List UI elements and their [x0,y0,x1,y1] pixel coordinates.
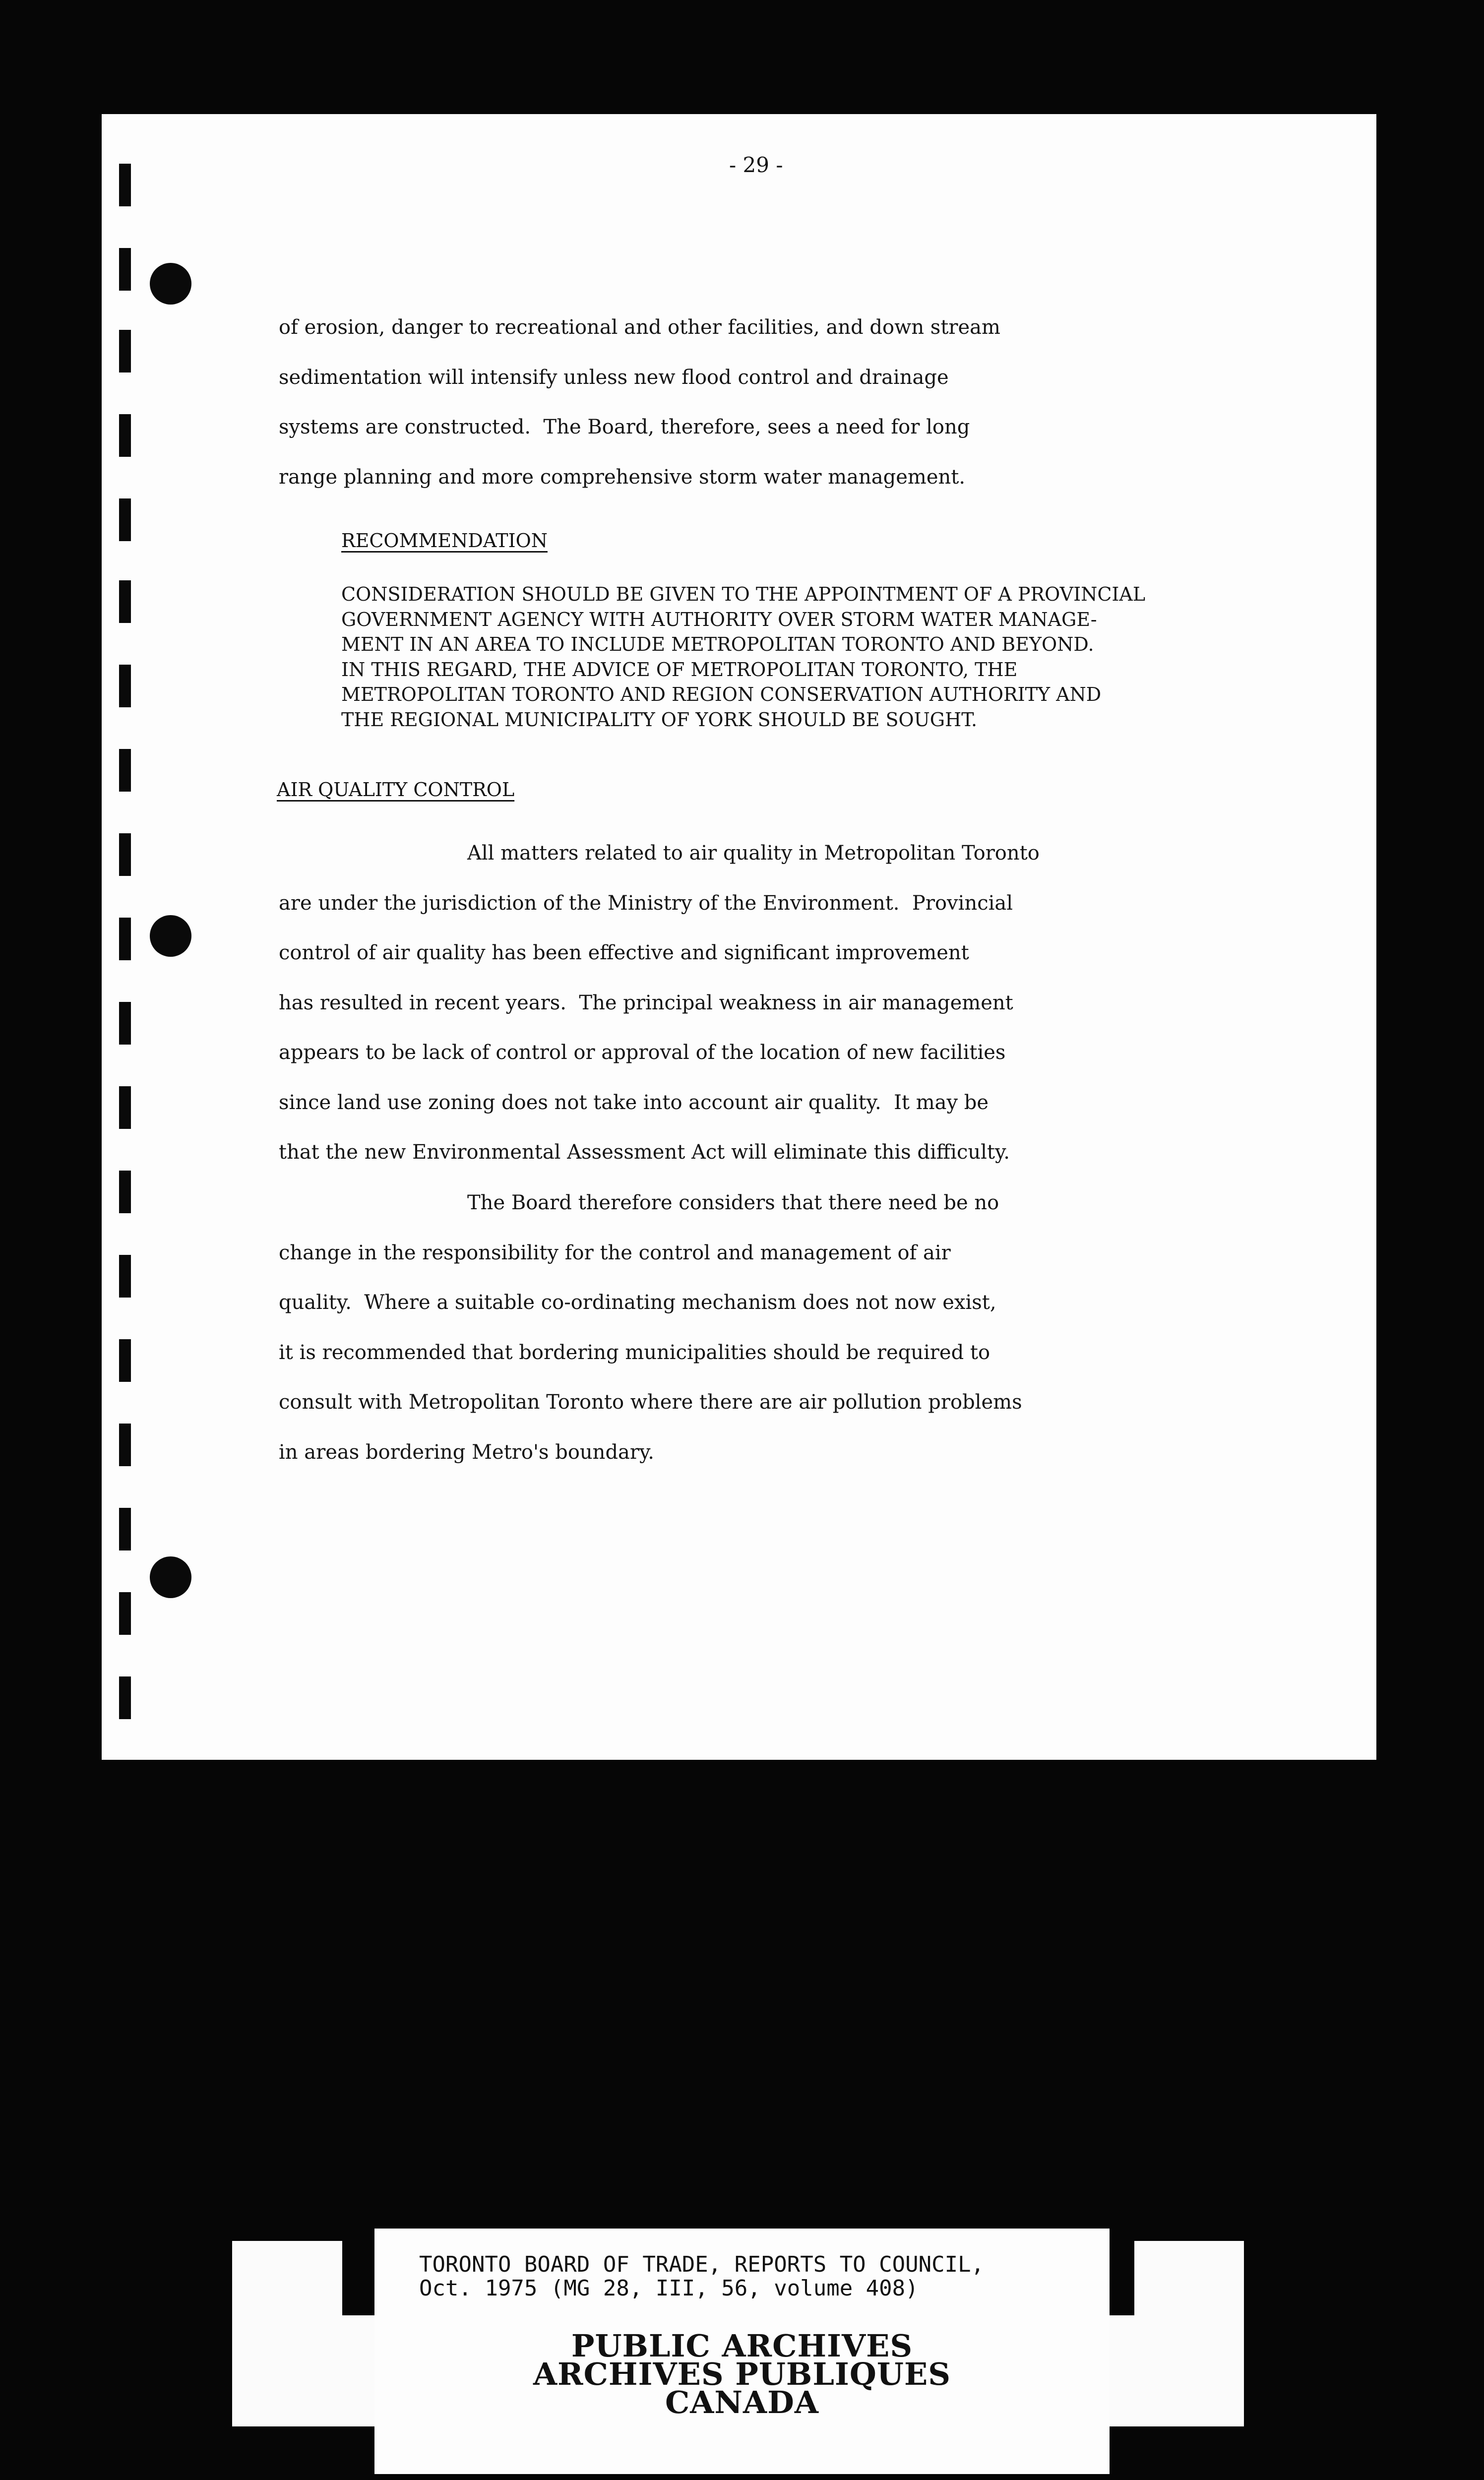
text-line: in areas bordering Metro's boundary. [279,1440,655,1464]
text-line: consult with Metropolitan Toronto where there are air pollution problems [279,1391,1022,1414]
margin-mark [119,665,131,707]
text-line: of erosion, danger to recreational and other facilities, and down stream [279,316,1000,339]
text-line: GOVERNMENT AGENCY WITH AUTHORITY OVER STORM WATER MANAGE- [341,608,1097,630]
punch-hole [150,915,191,957]
source-citation-line: TORONTO BOARD OF TRADE, REPORTS TO COUNCIL, [419,2252,985,2277]
margin-mark [119,330,131,372]
text-line: CONSIDERATION SHOULD BE GIVEN TO THE APPOINTMENT OF A PROVINCIAL [341,583,1146,605]
text-line: range planning and more comprehensive storm water management. [279,465,966,489]
section-heading: AIR QUALITY CONTROL [277,779,515,801]
intro-paragraph [279,303,1266,502]
margin-mark [119,1508,131,1550]
text-line: IN THIS REGARD, THE ADVICE OF METROPOLITAN TORONTO, THE [341,658,1018,681]
text-line: MENT IN AN AREA TO INCLUDE METROPOLITAN TORONTO AND BEYOND. [341,633,1094,655]
margin-mark [119,580,131,623]
text-line: that the new Environmental Assessment Act will eliminate this difficulty. [279,1141,1010,1164]
margin-mark [119,1255,131,1298]
text-line: change in the responsibility for the control and management of air [279,1241,951,1264]
margin-mark [119,248,131,291]
text-line: since land use zoning does not take into account air quality. It may be [279,1091,989,1114]
punch-hole [150,263,191,305]
text-line: control of air quality has been effective and significant improvement [279,941,969,964]
margin-mark [119,498,131,541]
text-line: systems are constructed. The Board, therefore, sees a need for long [279,416,970,438]
margin-mark [119,1424,131,1466]
text-line: The Board therefore considers that there need be no [467,1191,999,1214]
margin-mark [119,1002,131,1045]
margin-mark [119,918,131,960]
margin-mark [119,164,131,206]
text-line: All matters related to air quality in Metropolitan Toronto [467,842,1040,865]
page-number: - 29 - [729,153,783,177]
document-page [102,114,1376,1760]
text-line: METROPOLITAN TORONTO AND REGION CONSERVATION AUTHORITY AND [341,683,1102,705]
margin-mark [119,1676,131,1719]
margin-mark [119,414,131,457]
margin-mark [119,1339,131,1382]
air-quality-paragraph-2 [279,1178,1266,1477]
text-line: sedimentation will intensify unless new flood control and drainage [279,366,949,389]
text-line: appears to be lack of control or approval of the location of new facilities [279,1041,1006,1064]
archive-stamp-line: PUBLIC ARCHIVES [571,2328,913,2364]
text-line: quality. Where a suitable co-ordinating mechanism does not now exist, [279,1291,996,1314]
text-line: has resulted in recent years. The principal weakness in air management [279,991,1013,1014]
margin-mark [119,833,131,876]
label-tab-left [342,2241,374,2315]
punch-hole [150,1556,191,1598]
source-citation-line: Oct. 1975 (MG 28, III, 56, volume 408) [419,2276,919,2301]
air-quality-paragraph-1 [279,828,1266,1178]
margin-mark [119,1086,131,1129]
recommendation-text [341,582,1145,732]
label-tab-right [1110,2241,1134,2315]
margin-mark [119,1171,131,1213]
archive-stamp-line: ARCHIVES PUBLIQUES [533,2356,951,2392]
margin-mark [119,1592,131,1635]
text-line: it is recommended that bordering municipalities should be required to [279,1341,990,1364]
archive-stamp-line: CANADA [665,2384,819,2420]
text-line: are under the jurisdiction of the Ministry of the Environment. Provincial [279,891,1013,915]
text-line: THE REGIONAL MUNICIPALITY OF YORK SHOULD BE SOUGHT. [341,708,978,731]
margin-mark [119,749,131,792]
recommendation-heading: RECOMMENDATION [341,530,548,552]
